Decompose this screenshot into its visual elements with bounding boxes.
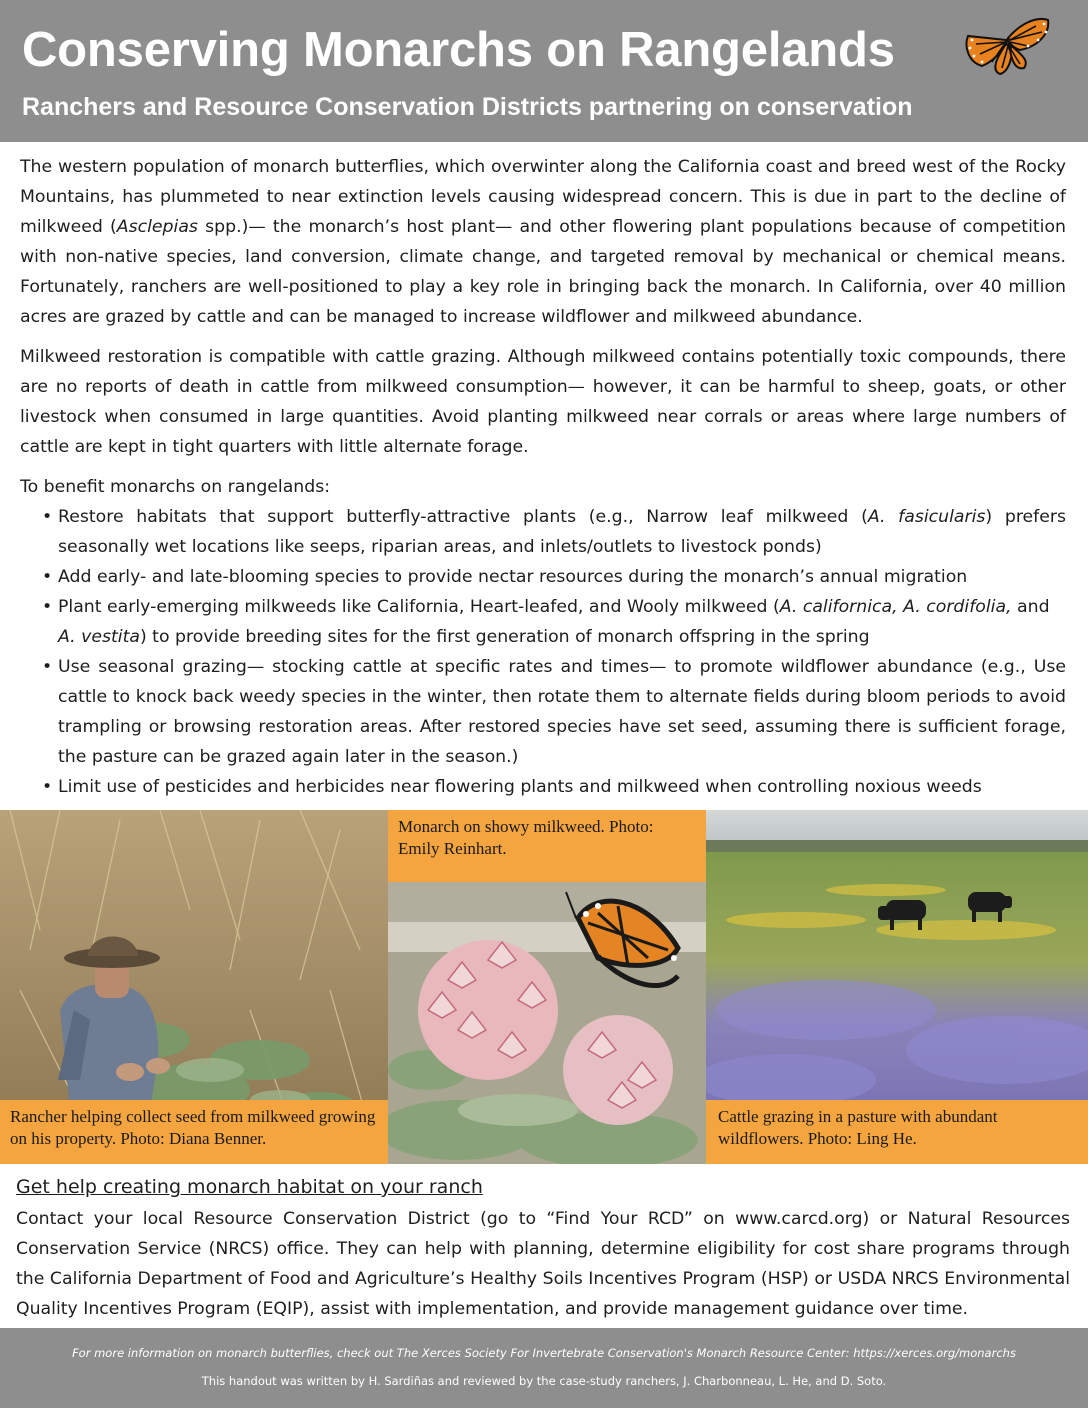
monarch-butterfly-icon: [962, 10, 1052, 78]
help-paragraph: Contact your local Resource Conservation District (go to “Find Your RCD” on www.carcd.org) or Natural Resources Conservation Service (NRCS) office. They can help with planning, determine eligibility for cost share programs through the California Department of Food and Agriculture’s Healthy Soils Incentives Program (HSP) or USDA NRCS Environmental Quality Incentives Program (EQIP), assist with implementation, and provide management guidance over time.: [16, 1209, 1070, 1319]
footer-resource-line: For more information on monarch butterflies, check out The Xerces Society For Invertebrate Conservation's Monarch Resource Center: https://xerces.org/monarchs: [72, 1346, 1016, 1360]
intro-paragraph-2: Milkweed restoration is compatible with cattle grazing. Although milkweed contains potentially toxic compounds, there are no reports of death in cattle from milkweed consumption— however, it can be harmful to sheep, goats, or other livestock when consumed in large quantities. Avoid planting milkweed near corrals or areas where large numbers of cattle are kept in tight quarters with little alternate forage.: [20, 347, 1066, 457]
header-banner: [0, 0, 1088, 142]
photo-caption: Rancher helping collect seed from milkweed growing on his property. Photo: Diana Benner.: [0, 1100, 388, 1164]
list-item: • Restore habitats that support butterfly-attractive plants (e.g., Narrow leaf milkweed (A. fasicularis) prefers seasonally wet locations like seeps, riparian areas, and inlets/outlets to livestock ponds): [42, 502, 1066, 562]
cattle-pasture-photo: [706, 810, 1088, 1164]
intro-paragraph-1: The western population of monarch butterflies, which overwinter along the California coast and breed west of the Rocky Mountains, has plummeted to near extinction levels causing widespread concern. This is due in part to the decline of milkweed (Asclepias spp.)— the monarch’s host plant— and other flowering plant populations because of competition with non-native species, land conversion, climate change, and targeted removal by mechanical or chemical means. Fortunately, ranchers are well-positioned to play a key role in bringing back the monarch. In California, over 40 million acres are grazed by cattle and can be managed to increase wildflower and milkweed abundance.: [20, 157, 1066, 327]
page-title: Conserving Monarchs on Rangelands: [22, 23, 895, 77]
rancher-photo: [0, 810, 388, 1164]
help-title: Get help creating monarch habitat on your ranch: [16, 1176, 483, 1198]
help-section: [16, 1172, 1070, 1324]
list-lead: To benefit monarchs on rangelands:: [20, 477, 331, 497]
footer-credits-line: This handout was written by H. Sardiñas and reviewed by the case-study ranchers, J. Charbonneau, L. He, and D. Soto.: [201, 1374, 887, 1388]
list-item: • Add early- and late-blooming species to provide nectar resources during the monarch’s annual migration: [42, 562, 1066, 592]
photo-caption: Cattle grazing in a pasture with abundant wildflowers. Photo: Ling He.: [706, 1100, 1088, 1164]
list-item: • Limit use of pesticides and herbicides near flowering plants and milkweed when controlling noxious weeds: [42, 772, 1066, 802]
list-item: • Plant early-emerging milkweeds like California, Heart-leafed, and Wooly milkweed (A. californica, A. cordifolia, and A. vestita) to provide breeding sites for the first generation of monarch offspring in the spring: [42, 592, 1066, 652]
page-subtitle: Ranchers and Resource Conservation Districts partnering on conservation: [22, 93, 913, 121]
intro-section: [20, 152, 1066, 802]
list-item: • Use seasonal grazing— stocking cattle at specific rates and times— to promote wildflower abundance (e.g., Use cattle to knock back weedy species in the winter, then rotate them to alternate fields during bloom periods to avoid trampling or browsing restoration areas. After restored species have set seed, assuming there is sufficient forage, the pasture can be grazed again later in the season.): [42, 652, 1066, 772]
footer-banner: [0, 1328, 1088, 1408]
monarch-milkweed-photo: [388, 810, 706, 1164]
photo-caption: Monarch on showy milkweed. Photo: Emily Reinhart.: [388, 810, 706, 882]
recommendation-list: [42, 502, 1066, 802]
photo-strip: [0, 810, 1088, 1164]
